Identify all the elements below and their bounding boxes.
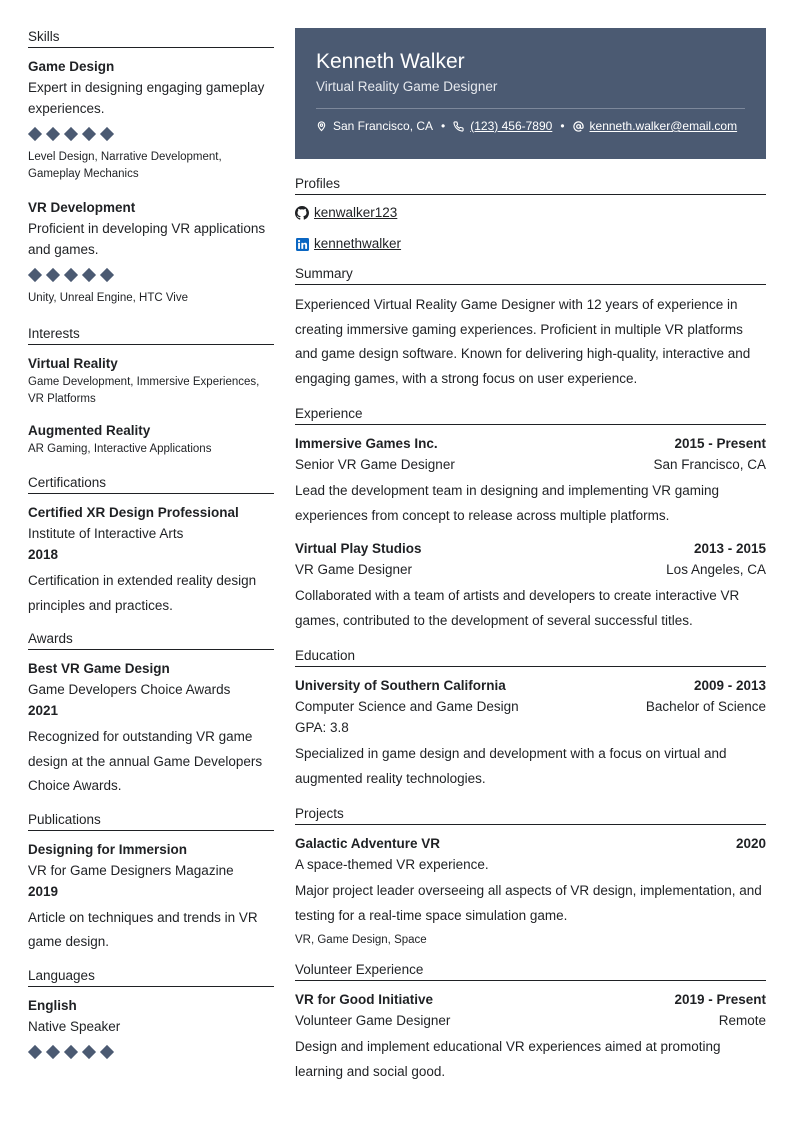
- certification-name: Certified XR Design Professional: [28, 505, 239, 520]
- location-pin-icon: [316, 120, 327, 132]
- summary-section: [295, 265, 766, 391]
- project-date: 2020: [735, 836, 766, 851]
- rating-diamond-icon: [28, 1044, 42, 1058]
- section-title: Profiles: [295, 175, 766, 195]
- rating-diamond-icon: [46, 268, 60, 282]
- interest-keywords: AR Gaming, Interactive Applications: [28, 443, 212, 455]
- date-range: 2019 - Present: [674, 992, 766, 1007]
- position: VR Game Designer: [295, 562, 413, 577]
- rating-diamond-icon: [28, 127, 42, 141]
- skill-description: Proficient in developing VR applications and games.: [28, 221, 266, 257]
- publication-publisher: VR for Game Designers Magazine: [28, 862, 234, 878]
- certification-description: Certification in extended reality design principles and practices.: [28, 573, 257, 613]
- location: San Francisco, CA: [653, 457, 766, 472]
- experience-item: [295, 538, 766, 633]
- contact-separator: •: [441, 119, 446, 133]
- candidate-role: Virtual Reality Game Designer: [316, 79, 498, 94]
- education-section: [295, 647, 766, 791]
- volunteer-section: [295, 961, 766, 1084]
- section-title: Education: [295, 647, 766, 667]
- github-icon: [295, 206, 309, 220]
- location: Remote: [718, 1013, 766, 1028]
- contact-location: San Francisco, CA: [333, 119, 434, 133]
- education-summary: Specialized in game design and development with a focus on virtual and augmented reality technologies.: [295, 746, 727, 786]
- rating-diamond-icon: [28, 268, 42, 282]
- skill-item: [28, 56, 274, 183]
- date-range: 2013 - 2015: [693, 541, 766, 556]
- certification-date: 2018: [28, 547, 59, 562]
- languages-section: [28, 967, 274, 1057]
- section-title: Skills: [28, 28, 274, 48]
- award-date: 2021: [28, 703, 59, 718]
- skill-name: VR Development: [28, 200, 136, 215]
- section-title: Interests: [28, 325, 274, 345]
- language-rating: [30, 1047, 274, 1057]
- project-summary: Major project leader overseeing all aspects of VR design, implementation, and testing for a real-time space simulation game.: [295, 883, 762, 923]
- contact-email-link[interactable]: kenneth.walker@email.com: [589, 119, 738, 133]
- skill-rating: [30, 270, 274, 280]
- summary-text: Experienced Virtual Reality Game Designer with 12 years of experience in creating immersive gaming experiences. Proficient in multiple VR platforms and game design software. Known for delivering high-quality, interactive and engaging games, with a strong focus on user experience.: [295, 297, 751, 386]
- project-name: Galactic Adventure VR: [295, 836, 441, 851]
- publication-name: Designing for Immersion: [28, 841, 188, 857]
- position: Volunteer Game Designer: [295, 1013, 451, 1028]
- interests-section: [28, 325, 274, 458]
- experience-section: [295, 405, 766, 633]
- experience-summary: Lead the development team in designing and implementing VR gaming experiences from concept to release across multiple platforms.: [295, 483, 720, 523]
- rating-diamond-icon: [64, 127, 78, 141]
- profile-item-linkedin: [295, 234, 766, 254]
- section-title: Projects: [295, 805, 766, 825]
- award-description: Recognized for outstanding VR game design at the annual Game Developers Choice Awards.: [28, 729, 263, 793]
- certification-issuer: Institute of Interactive Arts: [28, 526, 184, 541]
- company-name: Virtual Play Studios: [295, 541, 422, 556]
- location: Los Angeles, CA: [666, 562, 766, 577]
- publication-description: Article on techniques and trends in VR game design.: [28, 909, 258, 949]
- profile-link[interactable]: kenwalker123: [314, 205, 398, 220]
- award-name: Best VR Game Design: [28, 661, 170, 676]
- section-title: Summary: [295, 265, 766, 285]
- right-column: [295, 28, 766, 1084]
- experience-summary: Collaborated with a team of artists and developers to create interactive VR games, contributed to the development of several successful titles.: [295, 588, 740, 628]
- profiles-section: [295, 175, 766, 254]
- interest-item: [28, 353, 274, 408]
- institution-name: University of Southern California: [295, 678, 506, 693]
- date-range: 2015 - Present: [674, 436, 766, 451]
- contact-row: [316, 119, 745, 133]
- date-range: 2009 - 2013: [693, 678, 766, 693]
- rating-diamond-icon: [46, 127, 60, 141]
- rating-diamond-icon: [100, 1044, 114, 1058]
- section-title: Certifications: [28, 474, 274, 494]
- interest-name: Virtual Reality: [28, 356, 118, 371]
- project-description: A space-themed VR experience.: [295, 857, 489, 872]
- interest-item: [28, 420, 274, 458]
- section-title: Publications: [28, 811, 274, 831]
- rating-diamond-icon: [64, 268, 78, 282]
- awards-section: [28, 630, 274, 799]
- skill-item: [28, 197, 274, 307]
- interest-keywords: Game Development, Immersive Experiences, VR Platforms: [28, 376, 260, 405]
- project-keywords: VR, Game Design, Space: [295, 934, 427, 946]
- skills-section: [28, 28, 274, 307]
- rating-diamond-icon: [46, 1044, 60, 1058]
- interest-name: Augmented Reality: [28, 423, 151, 438]
- left-column: [28, 28, 274, 1067]
- certifications-section: [28, 474, 274, 618]
- profile-item-github: [295, 203, 766, 223]
- skill-description: Expert in designing engaging gameplay experiences.: [28, 80, 265, 116]
- section-title: Volunteer Experience: [295, 961, 766, 981]
- volunteer-summary: Design and implement educational VR experiences aimed at promoting learning and social good.: [295, 1039, 721, 1079]
- profile-link[interactable]: kennethwalker: [314, 236, 402, 251]
- section-title: Experience: [295, 405, 766, 425]
- rating-diamond-icon: [64, 1044, 78, 1058]
- rating-diamond-icon: [82, 268, 96, 282]
- rating-diamond-icon: [100, 268, 114, 282]
- language-name: English: [28, 997, 77, 1013]
- award-issuer: Game Developers Choice Awards: [28, 682, 231, 697]
- skill-name: Game Design: [28, 59, 115, 74]
- rating-diamond-icon: [82, 1044, 96, 1058]
- publications-section: [28, 811, 274, 955]
- rating-diamond-icon: [100, 127, 114, 141]
- contact-phone-link[interactable]: (123) 456-7890: [470, 119, 553, 133]
- linkedin-icon: [295, 237, 309, 251]
- position: Senior VR Game Designer: [295, 457, 455, 472]
- company-name: Immersive Games Inc.: [295, 436, 438, 451]
- language-level: Native Speaker: [28, 1018, 121, 1034]
- phone-icon: [453, 121, 464, 132]
- study-area: Computer Science and Game Design: [295, 699, 519, 714]
- section-title: Languages: [28, 967, 274, 987]
- skill-rating: [30, 129, 274, 139]
- projects-section: [295, 805, 766, 949]
- degree: Bachelor of Science: [645, 699, 766, 714]
- resume-header: [295, 28, 766, 159]
- candidate-name: Kenneth Walker: [316, 50, 465, 73]
- rating-diamond-icon: [82, 127, 96, 141]
- gpa: GPA: 3.8: [295, 720, 349, 735]
- at-sign-icon: [573, 121, 584, 132]
- contact-separator: •: [560, 119, 565, 133]
- section-title: Awards: [28, 630, 274, 650]
- organization-name: VR for Good Initiative: [295, 992, 434, 1007]
- header-divider: [316, 108, 745, 109]
- experience-item: [295, 433, 766, 528]
- skill-keywords: Unity, Unreal Engine, HTC Vive: [28, 292, 189, 304]
- skill-keywords: Level Design, Narrative Development, Gameplay Mechanics: [28, 151, 222, 180]
- publication-date: 2019: [28, 883, 59, 899]
